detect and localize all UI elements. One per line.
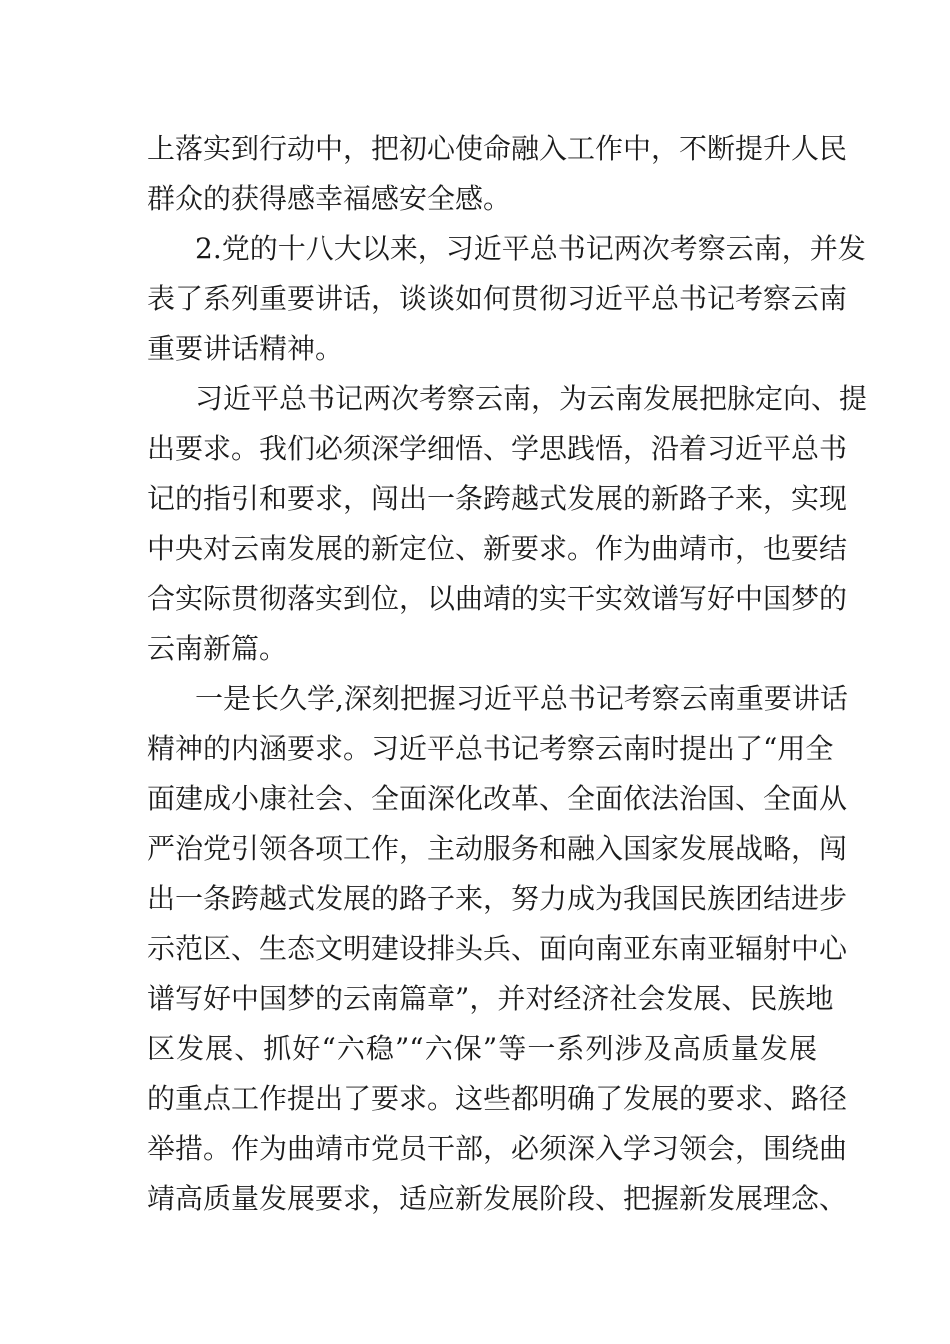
text-line: 出一条跨越式发展的路子来，努力成为我国民族团结进步 [147,882,848,915]
text-line: 中央对云南发展的新定位、新要求。作为曲靖市，也要结 [147,532,848,565]
text-line: 出要求。我们必须深学细悟、学思践悟，沿着习近平总书 [147,432,848,465]
text-line: 区发展、抓好“六稳”“六保”等一系列涉及高质量发展 [147,1032,817,1065]
question-line: 2.党的十八大以来，习近平总书记两次考察云南，并发 [195,232,866,265]
text-line: 示范区、生态文明建设排头兵、面向南亚东南亚辐射中心 [147,932,848,965]
document-body [147,124,868,1224]
text-line: 面建成小康社会、全面深化改革、全面依法治国、全面从 [147,782,848,815]
text-line: 群众的获得感幸福感安全感。 [147,182,512,215]
text-line: 上落实到行动中，把初心使命融入工作中，不断提升人民 [147,132,848,165]
text-line: 习近平总书记两次考察云南，为云南发展把脉定向、提 [195,382,868,415]
text-line: 靖高质量发展要求，适应新发展阶段、把握新发展理念、 [147,1182,848,1215]
text-line: 举措。作为曲靖市党员干部，必须深入学习领会，围绕曲 [147,1132,848,1165]
text-line: 一是长久学,深刻把握习近平总书记考察云南重要讲话 [195,682,848,715]
text-line: 严治党引领各项工作，主动服务和融入国家发展战略，闯 [147,832,848,865]
text-line: 谱写好中国梦的云南篇章”，并对经济社会发展、民族地 [147,982,834,1015]
text-line: 精神的内涵要求。习近平总书记考察云南时提出了“用全 [147,732,834,765]
text-line: 的重点工作提出了要求。这些都明确了发展的要求、路径 [147,1082,848,1115]
text-line: 合实际贯彻落实到位，以曲靖的实干实效谱写好中国梦的 [147,582,848,615]
text-line: 记的指引和要求，闯出一条跨越式发展的新路子来，实现 [147,482,848,515]
question-line: 表了系列重要讲话，谈谈如何贯彻习近平总书记考察云南 [147,282,848,315]
text-line: 云南新篇。 [147,632,288,665]
question-line: 重要讲话精神。 [147,332,344,365]
